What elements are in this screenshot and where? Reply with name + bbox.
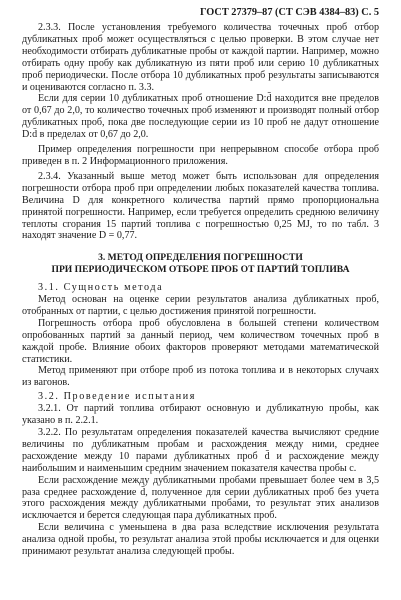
- paragraph-2-3-3: 2.3.3. После установления требуемого количества точечных проб отбор дубликатных проб может осуществляться с целью проверки. В этом случае нет необходимости отбирать дубликатные пробы от каждой партии. Например, можно отбирать одну пробу как дубликатную из пяти проб или серию 10 дубликатных проб периодически. После отбора 10 дубликатных проб результаты записываются и оцениваются согласно п. 3.3.: [22, 22, 379, 93]
- paragraph-2-3-4: 2.3.4. Указанный выше метод может быть использован для определения погрешности отбора проб при определении любых показателей качества топлива. Величина D для конкретного количества партий прямо пропорциональна принятой погрешности. Например, если требуется определить среднюю величину теплоты сгорания 15 партий топлива с погрешностью 0,25 MJ, то по табл. 3 находят значение D = 0,77.: [22, 170, 379, 242]
- section-3-title-line1: 3. МЕТОД ОПРЕДЕЛЕНИЯ ПОГРЕШНОСТИ: [98, 252, 303, 264]
- paragraph-method-application: Метод применяют при отборе проб из потока топлива и в некоторых случаях из вагонов.: [22, 365, 379, 389]
- section-3-title: [22, 252, 379, 275]
- paragraph-example-reference: Пример определения погрешности при непрерывном способе отбора проб приведен в п. 2 Информационного приложения.: [22, 144, 379, 167]
- paragraph-method-basis: Метод основан на оценке серии результатов анализа дубликатных проб, отобранных от партии, с целью достижения принятой погрешности.: [22, 294, 379, 317]
- paragraph-c-reduction-rule: Если величина c уменьшена в два раза вследствие исключения результата анализа одной пробы, то результат анализа этой пробы исключается и для оценки принимают результат анализа следующей пробы.: [22, 522, 379, 558]
- paragraph-3-2-2: 3.2.2. По результатам определения показателей качества вычисляют средние величины по дубликатным пробам и расхождения между ними, среднее расхождение между 10 парами дубликатных проб d̄ и расхождение между наибольшим и наименьшим средним значением показателя качества пробы c.: [22, 427, 379, 474]
- paragraph-outlier-rule: Если расхождение между дубликатными пробами превышает более чем в 3,5 раза среднее расхождение d̄, полученное для серии дубликатных проб без учета этого расхождения между дубликатными пробами, то результат этих анализов исключается и берется следующая пара дубликатных проб.: [22, 474, 379, 522]
- paragraph-sampling-error: Погрешность отбора проб обусловлена в большей степени количеством опробованных партий за данный период, чем количеством точечных проб в каждой пробе. Влияние обоих факторов проверяют методами математической статистики.: [22, 317, 379, 365]
- subsection-3-2-title: 3.2. Проведение испытания: [38, 391, 197, 403]
- subsection-3-1-title: 3.1. Сущность метода: [38, 282, 164, 294]
- paragraph-3-2-1: 3.2.1. От партий топлива отбирают основную и дубликатную пробы, как указано в п. 2.2.1.: [22, 403, 379, 427]
- paragraph-ratio-range: Если для серии 10 дубликатных проб отношение D:d̄ находится вне пределов от 0,67 до 2,0, то количество точечных проб изменяют и производят полный отбор дубликатных проб, пока две последующие серии из 10 проб не дадут отношение D:d̄ в пределах от 0,67 до 2,0.: [22, 93, 379, 141]
- section-3-title-line2: ПРИ ПЕРИОДИЧЕСКОМ ОТБОРЕ ПРОБ ОТ ПАРТИЙ ТОПЛИВА: [51, 263, 350, 275]
- page-header: ГОСТ 27379–87 (СТ СЭВ 4384–83) С. 5: [199, 7, 379, 18]
